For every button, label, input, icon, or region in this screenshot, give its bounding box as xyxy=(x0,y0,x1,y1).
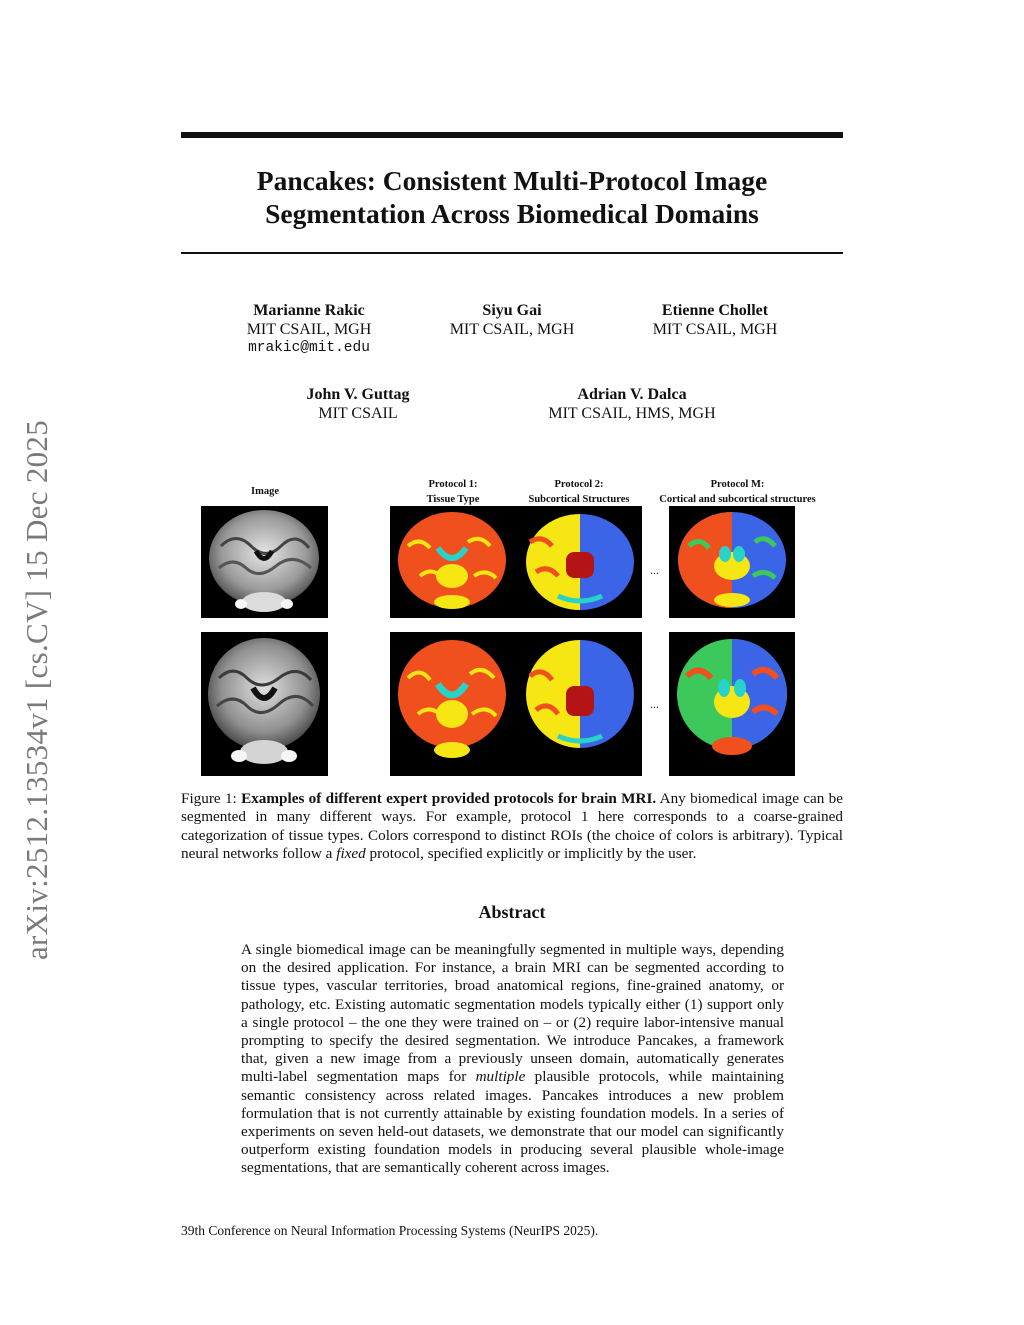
title-line-1: Pancakes: Consistent Multi-Protocol Image xyxy=(256,165,768,196)
figure-caption xyxy=(181,790,843,864)
author-name: Etienne Chollet xyxy=(661,302,769,319)
paper-title xyxy=(181,164,843,230)
ellipsis-row-2: ... xyxy=(650,697,659,711)
figure-label-protocol-m xyxy=(645,477,830,507)
author-email[interactable]: mrakic@mit.edu xyxy=(248,340,370,356)
author-affiliation: MIT CSAIL, MGH xyxy=(449,321,575,338)
protocol-m-title: Protocol M: xyxy=(710,479,765,490)
protocol-2-title: Protocol 2: xyxy=(554,479,604,490)
author-block-gai xyxy=(422,301,602,339)
author-name: John V. Guttag xyxy=(306,386,410,403)
segmentation-protocol-m-row-2 xyxy=(669,632,795,776)
title-top-rule xyxy=(181,132,843,138)
mri-image-row-2 xyxy=(201,632,328,776)
segmentation-protocol-m-row-1 xyxy=(669,506,795,618)
abstract-text-2: plausible protocols, while maintaining semantic consistency across related images. Pancakes introduces a new problem formulation that is not currently attainable by existing foundation models. In a series of experiments on seven held-out datasets, we demonstrate that our model can significantly outperform existing foundation models in producing several plausible whole-image segmentations, that are semantically coherent across images. xyxy=(241,1068,784,1177)
caption-prefix: Figure 1: xyxy=(181,790,242,807)
arxiv-stamp: arXiv:2512.13534v1 [cs.CV] 15 Dec 2025 xyxy=(19,419,54,960)
author-affiliation: MIT CSAIL, MGH xyxy=(246,321,372,338)
author-affiliation: MIT CSAIL, HMS, MGH xyxy=(548,405,716,422)
abstract-heading: Abstract xyxy=(478,902,546,922)
figure-label-image: Image xyxy=(251,486,279,497)
mri-image-row-1 xyxy=(201,506,328,618)
author-affiliation: MIT CSAIL, MGH xyxy=(652,321,778,338)
segmentation-row-1 xyxy=(390,506,642,618)
author-block-guttag xyxy=(268,385,448,423)
title-line-2: Segmentation Across Biomedical Domains xyxy=(265,198,759,229)
author-block-chollet xyxy=(625,301,805,339)
caption-bold: Examples of different expert provided protocols for brain MRI. xyxy=(241,790,657,807)
abstract-italic: multiple xyxy=(475,1068,526,1086)
author-affiliation: MIT CSAIL xyxy=(318,405,398,422)
author-block-rakic xyxy=(219,301,399,358)
title-bottom-rule xyxy=(181,252,843,254)
conference-footer: 39th Conference on Neural Information Processing Systems (NeurIPS 2025). xyxy=(181,1223,599,1238)
author-name: Siyu Gai xyxy=(482,302,542,319)
segmentation-row-2 xyxy=(390,632,642,776)
protocol-1-title: Protocol 1: xyxy=(428,479,478,490)
protocol-1-subtitle: Tissue Type xyxy=(426,494,480,505)
author-block-dalca xyxy=(522,385,742,423)
author-name: Marianne Rakic xyxy=(253,302,365,319)
ellipsis-row-1: ... xyxy=(650,563,659,577)
abstract-text-1: A single biomedical image can be meaningfully segmented in multiple ways, depending on the desired application. For instance, a brain MRI can be segmented according to tissue types, vascular territories, broad anatomical regions, fine-grained anatomy, or pathology, etc. Existing automatic segmentation models typically either (1) support only a single protocol – the one they were trained on – or (2) require labor-intensive manual prompting to specify the desired segmentation. We introduce Pancakes, a framework that, given a new image from a previously unseen domain, automatically generates multi-label segmentation maps for xyxy=(241,941,784,1086)
abstract-body xyxy=(241,941,784,1178)
protocol-2-subtitle: Subcortical Structures xyxy=(528,494,630,505)
figure-label-protocol-2 xyxy=(514,477,644,507)
author-name: Adrian V. Dalca xyxy=(577,386,687,403)
caption-italic: fixed xyxy=(336,845,366,863)
caption-text-2: protocol, specified explicitly or implicitly by the user. xyxy=(365,845,697,863)
figure-label-protocol-1 xyxy=(398,477,508,507)
protocol-m-subtitle: Cortical and subcortical structures xyxy=(659,494,816,505)
caption-text-1: Any biomedical image can be segmented in many different ways. For example, protocol 1 here corresponds to a coarse-grained categorization of tissue types. Colors correspond to distinct ROIs (the choice of colors is arbitrary). Typical neural networks follow a xyxy=(181,790,843,863)
